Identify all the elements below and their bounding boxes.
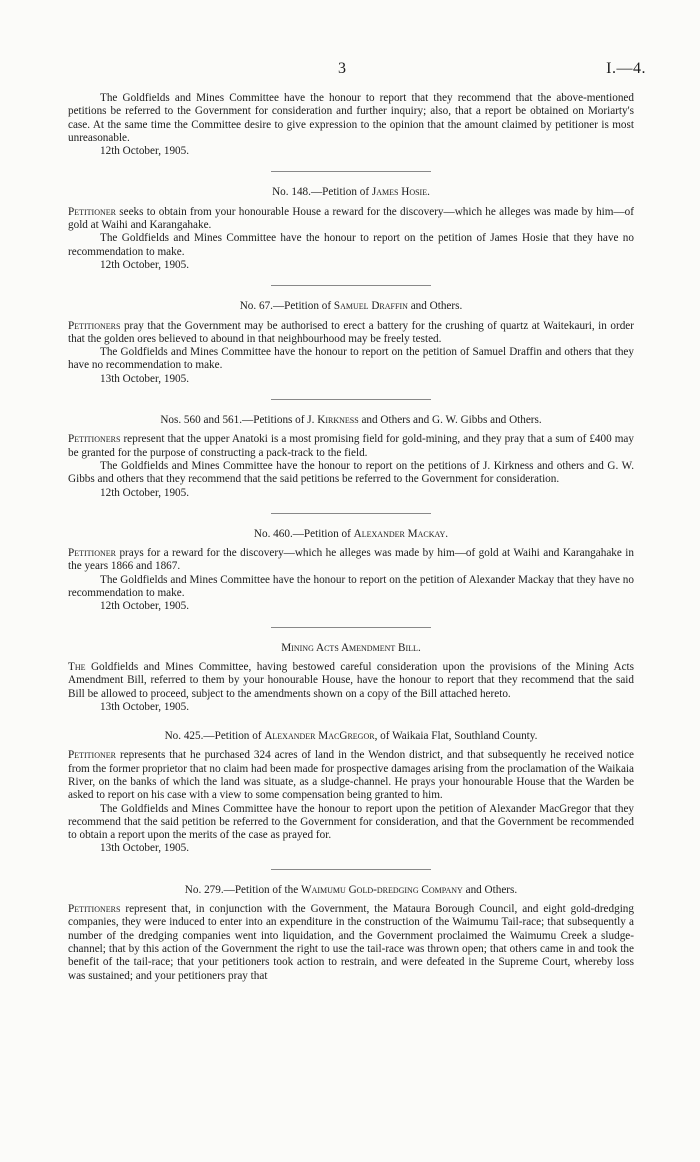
section-title: No. 148.—Petition of James Hosie. (272, 186, 430, 199)
bill-name: Mining Acts Amendment Bill (281, 641, 418, 654)
petition-text: Petitioner prays for a reward for the discovery—which he alleges was made by him—of gold at Waihi and Karangahake in the years 1866 and 1867. (68, 547, 634, 573)
petition-section (68, 730, 634, 856)
document-page (68, 0, 646, 982)
report-date: 12th October, 1905. (100, 600, 190, 613)
intro-paragraph: The Goldfields and Mines Committee have the honour to report that they recommend that the above-mentioned petitions be referred to the Government for consideration and further inquiry; also, that a report be obtained on Moriarty's case. At the same time the Committee desire to give expression to the opinion that the amount claimed by petitioner is most unreasonable. (68, 92, 634, 144)
section-title: No. 67.—Petition of Samuel Draffin and Others. (239, 300, 463, 313)
petitioner-name: Kirkness (317, 414, 359, 427)
page-header (68, 0, 646, 77)
section-divider (271, 171, 431, 172)
committee-report: The Goldfields and Mines Committee have the honour to report on the petition of Alexander Mackay that they have no recommendation to make. (68, 573, 634, 600)
page-number: 3 (338, 60, 346, 77)
section-title: No. 425.—Petition of Alexander MacGregor, of Waikaia Flat, Southland County. (164, 730, 538, 743)
petitioner-name: Alexander MacGregor (264, 730, 375, 743)
document-body (68, 92, 634, 983)
report-date: 12th October, 1905. (100, 258, 190, 271)
petition-text: Petitioners pray that the Government may be authorised to erect a battery for the crushing of quartz at Waitekauri, in order that the golden ores believed to abound in that neighbourhood may be freely tested. (68, 319, 634, 345)
report-date: 13th October, 1905. (100, 372, 190, 385)
section-divider (271, 627, 431, 628)
section-divider (271, 869, 431, 870)
document-reference: I.—4. (606, 60, 646, 77)
section-divider (271, 513, 431, 514)
section-title: Nos. 560 and 561.—Petitions of J. Kirkness and Others and G. W. Gibbs and Others. (160, 414, 542, 427)
petition-section (68, 528, 634, 614)
petition-section (68, 414, 634, 500)
committee-report: The Goldfields and Mines Committee have the honour to report upon the petition of Alexander MacGregor that they recommend that the said petition be referred to the Government for consideration, and that the Government be recommended to obtain a report upon the merits of the case as prayed for. (68, 802, 634, 842)
report-date: 13th October, 1905. (100, 842, 190, 855)
report-date: 12th October, 1905. (100, 486, 190, 499)
section-title: Mining Acts Amendment Bill. (281, 641, 421, 654)
petition-section (68, 300, 634, 386)
bill-text: The Goldfields and Mines Committee, having bestowed careful consideration upon the provisions of the Mining Acts Amendment Bill, referred to them by your honourable House, have the honour to report that they recommend that the said Bill be allowed to proceed, subject to the amendments shown on a copy of the Bill attached hereto. (68, 660, 634, 700)
petitioner-name: Alexander Mackay (353, 527, 446, 540)
petition-text: Petitioner represents that he purchased 324 acres of land in the Wendon district, and that subsequently he received notice from the former proprietor that no claim had been made for prospective damages arising from the proclamation of the Waikaia River, on the banks of which the land was situate, as a sludge-channel. He prays your honourable House that the Warden be asked to report on his case with a view to some compensation being granted to him. (68, 749, 634, 802)
petition-section (68, 884, 634, 983)
section-divider (271, 285, 431, 286)
petition-section (68, 186, 634, 272)
petitioner-name: James Hosie (371, 186, 428, 199)
section-divider (271, 399, 431, 400)
petition-text: Petitioners represent that the upper Anatoki is a most promising field for gold-mining, and they pray that a sum of £400 may be granted for the purpose of constructing a pack-track to the field. (68, 433, 634, 459)
committee-report: The Goldfields and Mines Committee have the honour to report on the petition of Samuel Draffin and others that they have no recommendation to make. (68, 346, 634, 372)
committee-report: The Goldfields and Mines Committee have the honour to report on the petition of James Hosie that they have no recommendation to make. (68, 232, 634, 258)
petitioner-name: Waimumu Gold-dredging Company (301, 883, 463, 896)
petitioner-name: Samuel Draffin (333, 300, 408, 313)
intro-date: 12th October, 1905. (100, 145, 190, 158)
committee-report: The Goldfields and Mines Committee have the honour to report on the petitions of J. Kirkness and others and G. W. Gibbs and others that they recommend that the said petitions be referred to the Government for consideration. (68, 459, 634, 486)
report-date: 13th October, 1905. (100, 700, 190, 713)
bill-section (68, 642, 634, 714)
section-title: No. 460.—Petition of Alexander Mackay. (253, 527, 449, 540)
petition-text: Petitioner seeks to obtain from your honourable House a reward for the discovery—which he alleges was made by him—of gold at Waihi and Karangahake. (68, 205, 634, 232)
petition-text: Petitioners represent that, in conjunction with the Government, the Mataura Borough Council, and eight gold-dredging companies, they were induced to enter into an expenditure in the construction of the Waimumu Tail-race; that subsequently a number of the dredging companies went into liquidation, and the Government proclaimed the Waimumu Creek a sludge-channel; that by this action of the Government the right to use the tail-race was thrown open; that others came in and took the benefit of the tail-race; that your petitioners took action to restrain, and were defeated in the Supreme Court, whereby loss was sustained; and your petitioners pray that (68, 903, 634, 982)
section-title: No. 279.—Petition of the Waimumu Gold-dredging Company and Others. (184, 883, 518, 896)
